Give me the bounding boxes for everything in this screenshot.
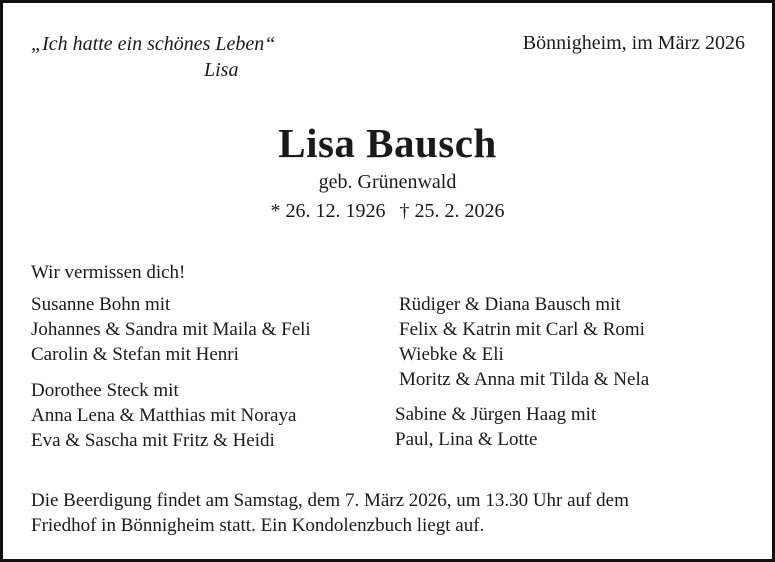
place-and-date: Bönnigheim, im März 2026 [522, 32, 745, 54]
mourner-family-steck [31, 378, 296, 453]
mourner-line: Susanne Bohn mit [31, 294, 171, 315]
mourner-family-bausch [399, 292, 649, 392]
funeral-notice-line: Die Beerdigung findet am Samstag, dem 7. März 2026, um 13.30 Uhr auf dem [31, 490, 629, 511]
maiden-name: geb. Grünenwald [318, 171, 457, 193]
mourner-line: Rüdiger & Diana Bausch mit [399, 294, 621, 315]
quote-author: Lisa [204, 59, 239, 81]
mourner-line: Sabine & Jürgen Haag mit [395, 404, 597, 425]
mourner-line: Anna Lena & Matthias mit Noraya [31, 405, 297, 426]
life-dates [3, 200, 772, 223]
mourner-line: Moritz & Anna mit Tilda & Nela [399, 369, 650, 390]
mourner-line: Johannes & Sandra mit Maila & Feli [31, 319, 311, 340]
mourner-line: Carolin & Stefan mit Henri [31, 344, 239, 365]
birth-date: * 26. 12. 1926 [270, 200, 386, 222]
funeral-notice-line: Friedhof in Bönnigheim statt. Ein Kondolenzbuch liegt auf. [31, 515, 485, 536]
death-date: † 25. 2. 2026 [399, 200, 505, 222]
mourner-family-bohn [31, 292, 311, 367]
mourner-line: Wiebke & Eli [399, 344, 504, 365]
memorial-quote: „Ich hatte ein schönes Leben“ [31, 33, 276, 55]
mourner-line: Paul, Lina & Lotte [395, 429, 538, 450]
mourner-line: Dorothee Steck mit [31, 380, 179, 401]
mourner-line: Felix & Katrin mit Carl & Romi [399, 319, 645, 340]
mourners-intro: Wir vermissen dich! [31, 262, 186, 283]
mourner-family-haag [395, 402, 596, 452]
deceased-name: Lisa Bausch [278, 120, 497, 166]
funeral-notice [31, 488, 629, 538]
mourner-line: Eva & Sascha mit Fritz & Heidi [31, 430, 275, 451]
